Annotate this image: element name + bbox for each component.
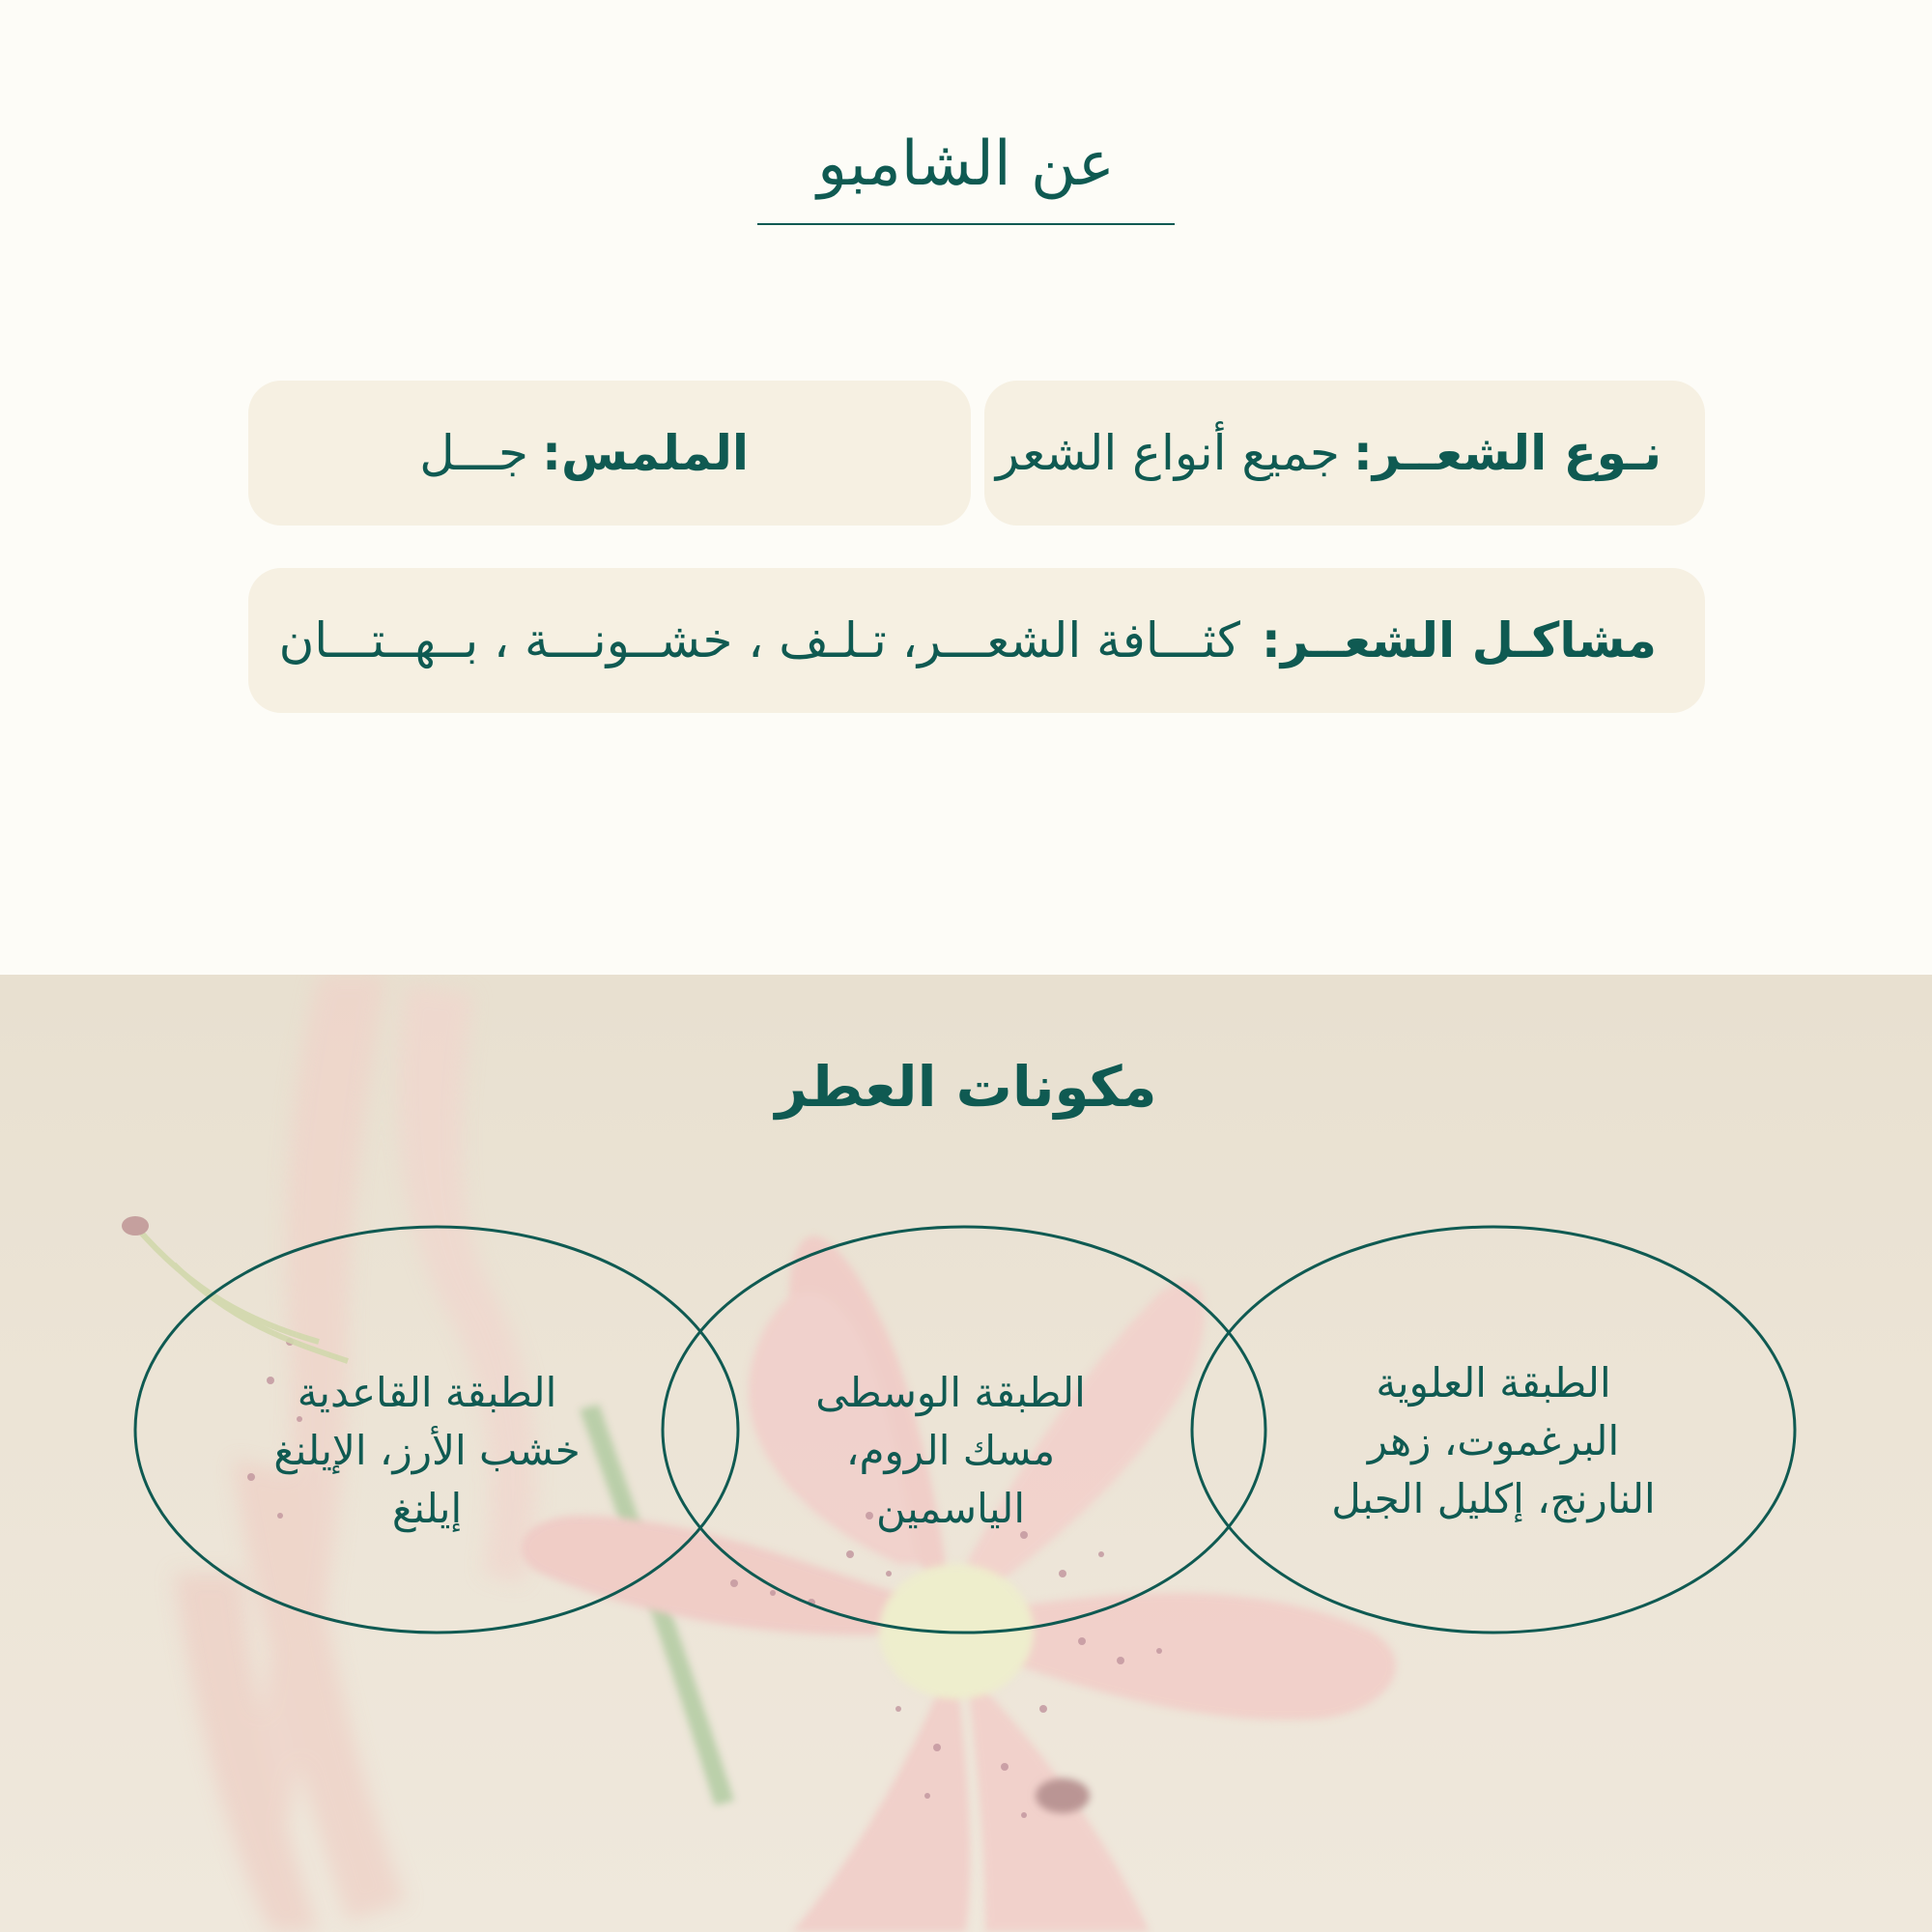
fragrance-title: مكونات العطر (775, 1054, 1157, 1120)
title-underline (757, 223, 1175, 225)
hair-type-value: جميع أنواع الشعر (995, 425, 1340, 481)
hair-issues-label: مشاكـل الشعــر: (1261, 612, 1657, 668)
page-title: عن الشامبو (817, 128, 1115, 200)
middle-notes-line-2: الياسمين (875, 1485, 1026, 1532)
hair-type-label: نـوع الشعــر: (1352, 425, 1662, 481)
base-notes-line-1: خشب الأرز، الإيلنغ (273, 1427, 581, 1474)
middle-notes (748, 1364, 1153, 1538)
middle-notes-title: الطبقة الوسطى (815, 1369, 1086, 1416)
base-notes-title: الطبقة القاعدية (297, 1369, 557, 1416)
top-notes-title: الطبقة العلوية (1376, 1359, 1611, 1406)
texture-value: جـــل (419, 425, 528, 481)
top-notes (1291, 1354, 1696, 1528)
middle-notes-line-1: مسك الروم، (845, 1427, 1056, 1474)
base-notes (224, 1364, 630, 1538)
top-notes-line-2: النارنج، إكليل الجبل (1331, 1475, 1656, 1522)
hair-issues-value: كثـــافة الشعـــر، تـلـف ، خشــونـــة ، بــهــتـــان (278, 612, 1240, 668)
hair-type-card (984, 381, 1705, 526)
top-notes-line-1: البرغموت، زهر (1367, 1417, 1620, 1464)
texture-card (248, 381, 971, 526)
base-notes-line-2: إيلنغ (391, 1485, 463, 1532)
hair-issues-card (248, 568, 1705, 713)
texture-label: الملمس: (541, 425, 749, 481)
